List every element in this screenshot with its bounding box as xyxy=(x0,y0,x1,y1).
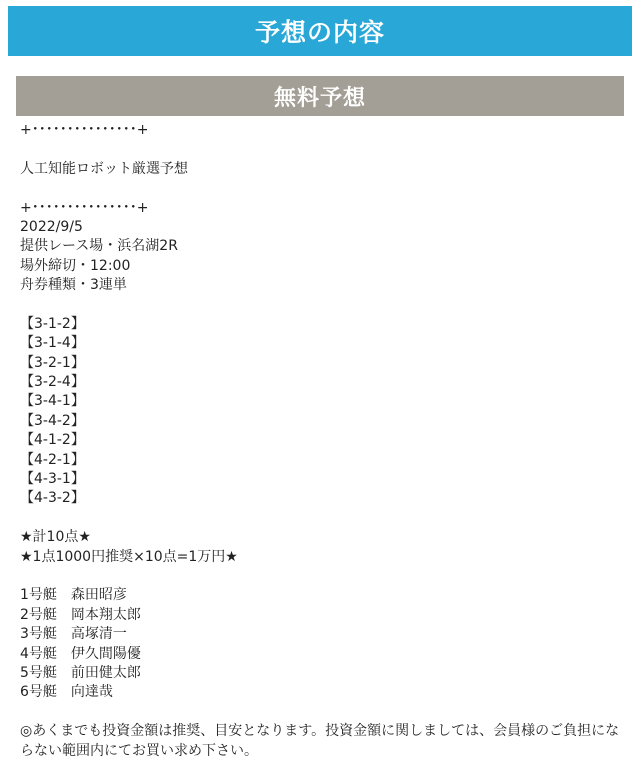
separator-top: +･･･････････････+ xyxy=(20,122,149,138)
race-venue: 提供レース場・浜名湖2R xyxy=(20,238,178,255)
total-points: ★計10点★ xyxy=(20,529,91,546)
combination-list xyxy=(20,315,624,509)
combination-item: 【3-1-2】 xyxy=(20,315,85,332)
boat-item: 3号艇 高塚清一 xyxy=(20,626,127,643)
separator-bottom: +･･･････････････+ xyxy=(20,199,149,216)
boat-item: 1号艇 森田昭彦 xyxy=(20,587,127,604)
combination-item: 【4-1-2】 xyxy=(20,432,85,449)
investment-note: ◎あくまでも投資金額は推奨、目安となります。投資金額に関しましては、会員様のご負担にならない範囲内にてお買い求め下さい。 xyxy=(20,723,620,759)
combination-item: 【3-2-4】 xyxy=(20,374,85,391)
page-header xyxy=(8,6,632,56)
spacer xyxy=(20,567,624,586)
ticket-type: 舟券種類・3連単 xyxy=(20,277,127,294)
boat-item: 2号艇 岡本翔太郎 xyxy=(20,606,141,623)
spacer xyxy=(20,703,624,722)
combination-item: 【3-2-1】 xyxy=(20,354,85,371)
prediction-content xyxy=(20,121,624,761)
boat-list xyxy=(20,586,624,702)
combination-item: 【4-3-2】 xyxy=(20,490,85,507)
page-title: 予想の内容 xyxy=(254,18,385,47)
boat-item: 6号艇 向達哉 xyxy=(20,684,113,701)
combination-item: 【3-4-2】 xyxy=(20,412,85,429)
boat-item: 5号艇 前田健太郎 xyxy=(20,664,141,681)
prediction-name: 人工知能ロボット厳選予想 xyxy=(20,160,188,177)
combination-item: 【4-2-1】 xyxy=(20,451,85,468)
spacer xyxy=(20,179,624,198)
combination-item: 【3-1-4】 xyxy=(20,335,85,352)
race-date: 2022/9/5 xyxy=(20,218,83,235)
combination-item: 【3-4-1】 xyxy=(20,393,85,410)
combination-item: 【4-3-1】 xyxy=(20,471,85,488)
race-deadline: 場外締切・12:00 xyxy=(20,257,131,274)
spacer xyxy=(20,140,624,159)
section-title: 無料予想 xyxy=(273,85,366,111)
stake-recommendation: ★1点1000円推奨×10点=1万円★ xyxy=(20,548,238,565)
boat-item: 4号艇 伊久間陽優 xyxy=(20,645,141,662)
section-header xyxy=(16,76,624,116)
spacer xyxy=(20,296,624,315)
spacer xyxy=(20,509,624,528)
